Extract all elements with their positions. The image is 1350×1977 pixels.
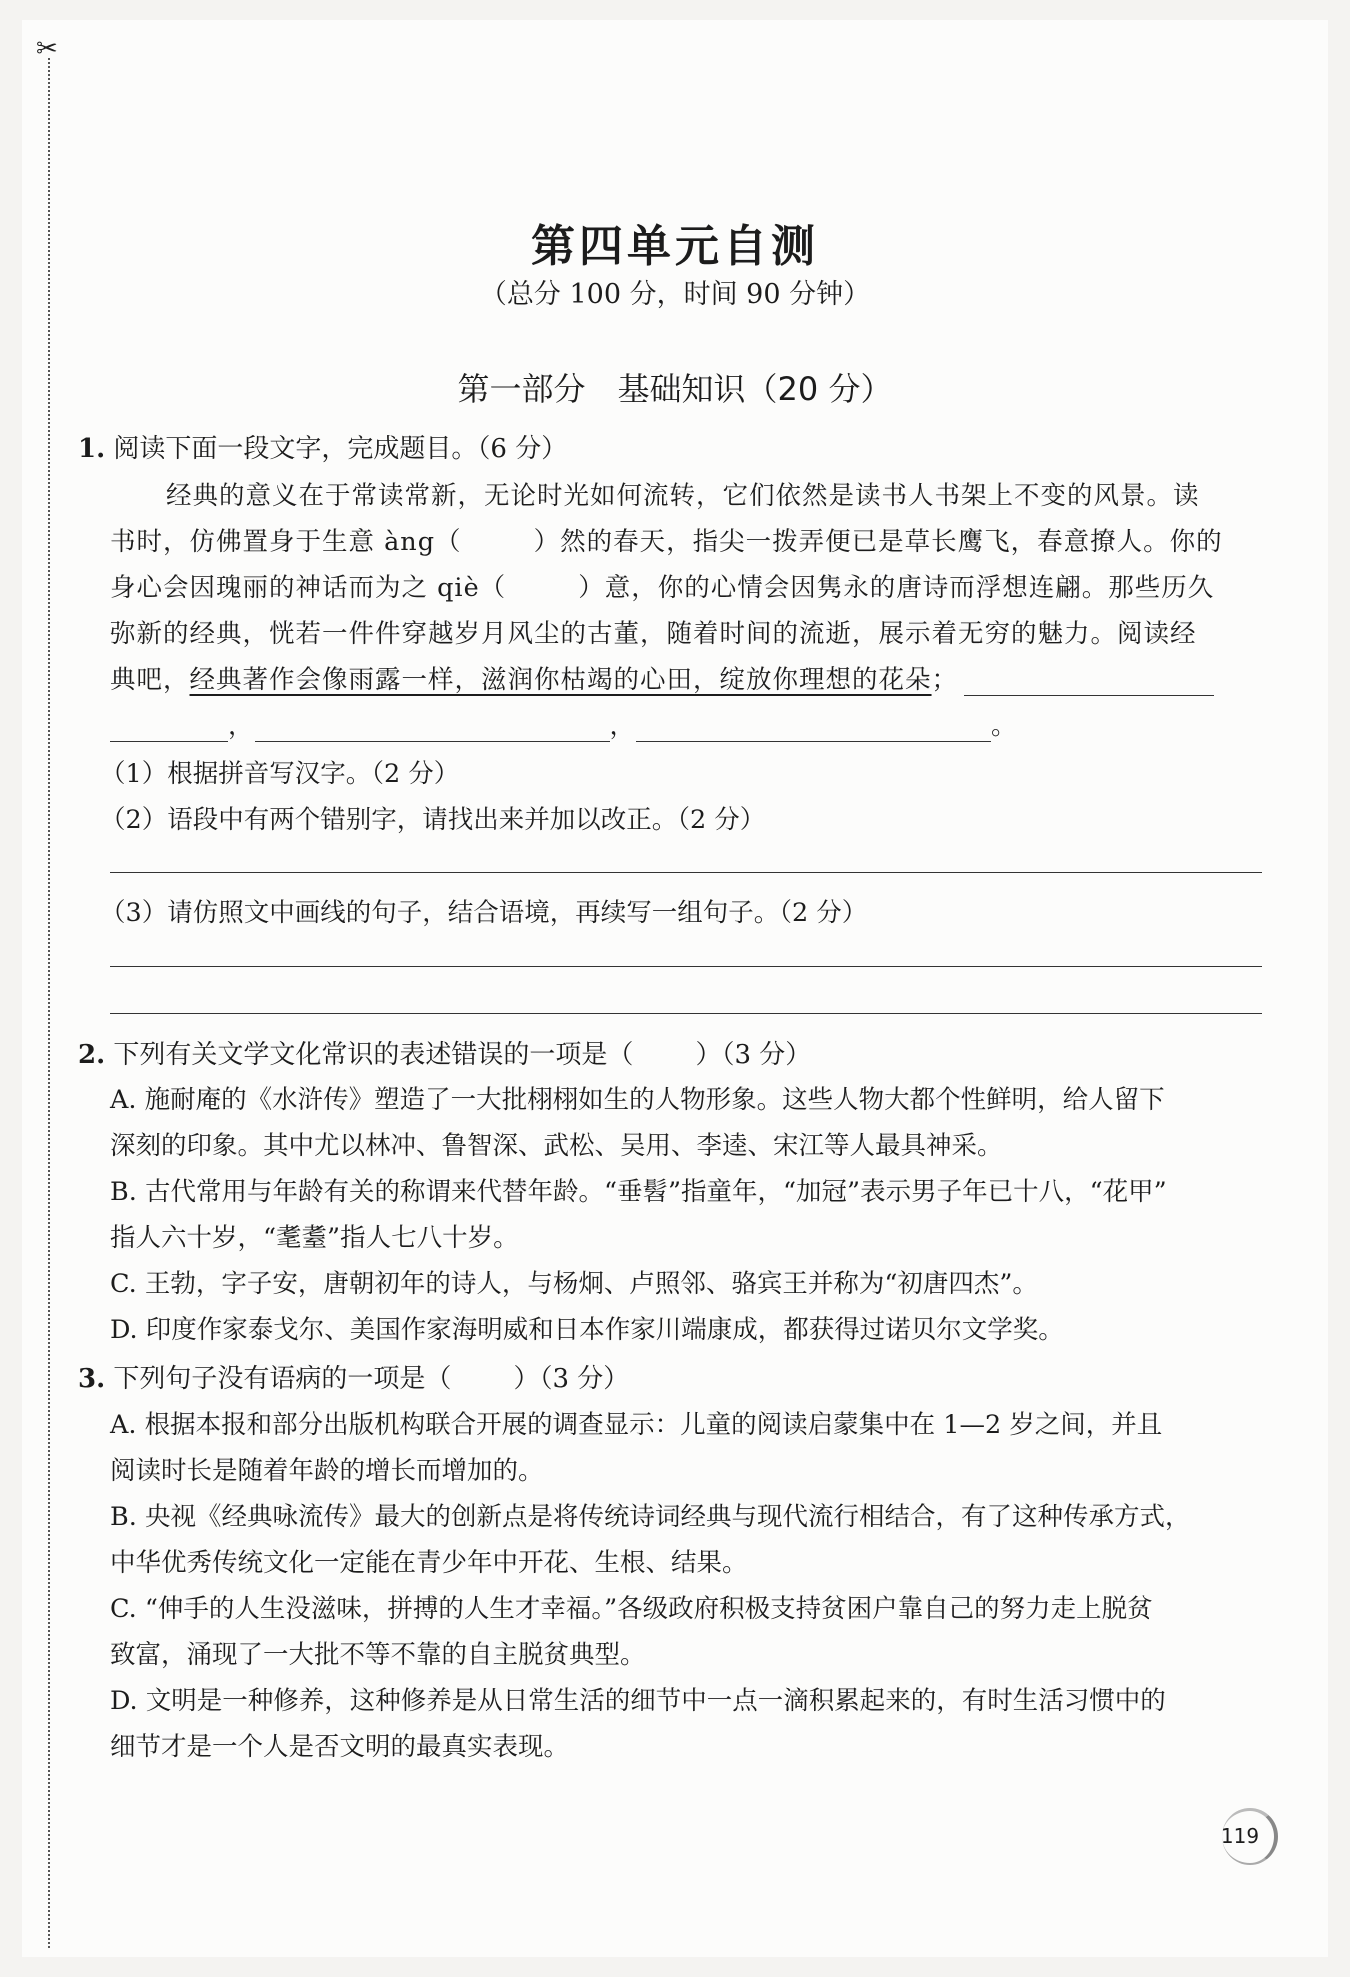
question-1-text: 阅读下面一段文字，完成题目。（6 分） bbox=[113, 434, 568, 464]
continuation-blank-3[interactable] bbox=[255, 717, 610, 742]
option-2d: D. 印度作家泰戈尔、美国作家海明威和日本作家川端康成，都获得过诺贝尔文学奖。 bbox=[110, 1315, 1064, 1345]
option-3b-line-2: 中华优秀传统文化一定能在青少年中开花、生根、结果。 bbox=[110, 1548, 748, 1578]
passage-line-4: 弥新的经典，恍若一件件穿越岁月风尘的古董，随着时间的流逝，展示着无穷的魅力。阅读经 bbox=[110, 619, 1197, 649]
passage-line-3: 身心会因瑰丽的神话而为之 qiè（ ）意，你的心情会因隽永的唐诗而浮想连翩。那些历久 bbox=[110, 573, 1215, 603]
answer-line-subq2[interactable] bbox=[110, 872, 1262, 873]
question-2-number: 2. bbox=[78, 1040, 106, 1070]
question-2-prompt: 2. 下列有关文学文化常识的表述错误的一项是（ ）（3 分） bbox=[78, 1040, 812, 1070]
passage-line-5: 典吧，经典著作会像雨露一样，滋润你枯竭的心田，绽放你理想的花朵； bbox=[110, 660, 1214, 696]
score-time-note: （总分 100 分，时间 90 分钟） bbox=[479, 279, 871, 310]
subquestion-3: （3）请仿照文中画线的句子，结合语境，再续写一组句子。（2 分） bbox=[100, 898, 868, 928]
continuation-blank-1[interactable] bbox=[964, 671, 1214, 696]
page-title: 第四单元自测 bbox=[531, 221, 819, 272]
option-3a-line-2: 阅读时长是随着年龄的增长而增加的。 bbox=[110, 1456, 544, 1486]
question-3-prompt: 3. 下列句子没有语病的一项是（ ）（3 分） bbox=[78, 1364, 630, 1394]
option-3b-line-1: B. 央视《经典咏流传》最大的创新点是将传统诗词经典与现代流行相结合，有了这种传承方式， bbox=[110, 1502, 1191, 1532]
passage-line-6: ， ， 。 bbox=[110, 706, 1018, 742]
option-3c-line-2: 致富，涌现了一大批不等不靠的自主脱贫典型。 bbox=[110, 1640, 646, 1670]
answer-line-subq3-2[interactable] bbox=[110, 1013, 1262, 1014]
continuation-blank-4[interactable] bbox=[636, 717, 991, 742]
option-2b-line-2: 指人六十岁，“耄耋”指人七八十岁。 bbox=[110, 1223, 519, 1253]
subquestion-1: （1）根据拼音写汉字。（2 分） bbox=[100, 759, 460, 789]
page-number: 119 bbox=[1220, 1824, 1260, 1848]
section-heading: 第一部分 基础知识（20 分） bbox=[457, 370, 893, 408]
option-2a-line-2: 深刻的印象。其中尤以林冲、鲁智深、武松、吴用、李逵、宋江等人最具神采。 bbox=[110, 1131, 1003, 1161]
subquestion-2: （2）语段中有两个错别字，请找出来并加以改正。（2 分） bbox=[100, 805, 766, 835]
continuation-blank-2[interactable] bbox=[110, 717, 228, 742]
question-1-number: 1. bbox=[78, 434, 106, 464]
underlined-sentence: 经典著作会像雨露一样，滋润你枯竭的心田，绽放你理想的花朵 bbox=[189, 665, 932, 695]
question-1-prompt bbox=[78, 428, 567, 465]
scissors-icon: ✂ bbox=[36, 34, 58, 64]
option-2b-line-1: B. 古代常用与年龄有关的称谓来代替年龄。“垂髫”指童年，“加冠”表示男子年已十八，“花甲” bbox=[110, 1177, 1167, 1207]
option-3d-line-1: D. 文明是一种修养，这种修养是从日常生活的细节中一点一滴积累起来的，有时生活习惯中的 bbox=[110, 1686, 1166, 1716]
answer-line-subq3-1[interactable] bbox=[110, 966, 1262, 967]
option-2a-line-1: A. 施耐庵的《水浒传》塑造了一大批栩栩如生的人物形象。这些人物大都个性鲜明，给人留下 bbox=[110, 1085, 1165, 1115]
option-3a-line-1: A. 根据本报和部分出版机构联合开展的调查显示：儿童的阅读启蒙集中在 1—2 岁之间，并且 bbox=[110, 1410, 1163, 1440]
question-3-number: 3. bbox=[78, 1364, 106, 1394]
cut-line bbox=[48, 58, 50, 1948]
passage-line-1: 经典的意义在于常读常新，无论时光如何流转，它们依然是读书人书架上不变的风景。读 bbox=[166, 481, 1200, 511]
option-2c: C. 王勃，字子安，唐朝初年的诗人，与杨炯、卢照邻、骆宾王并称为“初唐四杰”。 bbox=[110, 1269, 1038, 1299]
option-3d-line-2: 细节才是一个人是否文明的最真实表现。 bbox=[110, 1732, 570, 1762]
passage-line-2: 书时，仿佛置身于生意 àng（ ）然的春天，指尖一拨弄便已是草长鹰飞，春意撩人。你的 bbox=[110, 527, 1223, 557]
option-3c-line-1: C. “伸手的人生没滋味，拼搏的人生才幸福。”各级政府积极支持贫困户靠自己的努力走上脱贫 bbox=[110, 1594, 1153, 1624]
